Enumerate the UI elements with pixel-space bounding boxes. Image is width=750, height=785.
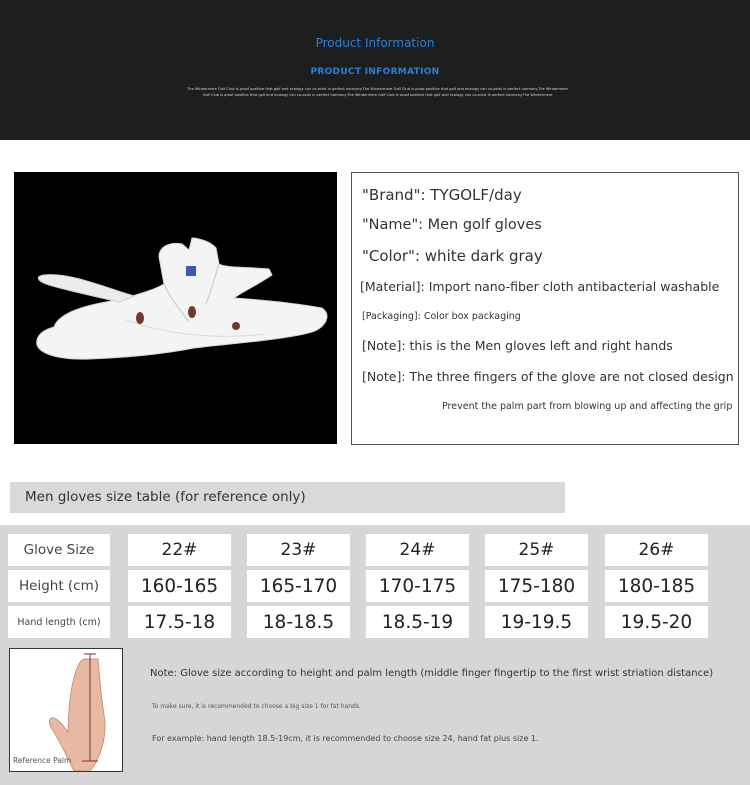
spec-material: [Material]: Import nano-fiber cloth antibacterial washable xyxy=(360,279,720,294)
spec-note-hands: [Note]: this is the Men gloves left and right hands xyxy=(362,338,673,353)
glove-photo xyxy=(14,172,337,444)
row-label-height: Height (cm) xyxy=(8,570,110,602)
spec-packaging: [Packaging]: Color box packaging xyxy=(362,311,521,322)
spec-color: "Color": white dark gray xyxy=(362,247,543,265)
spec-note-grip: Prevent the palm part from blowing up and affecting the grip xyxy=(442,401,733,412)
hand-length-cell: 18-18.5 xyxy=(247,606,350,638)
header-title: Product Information xyxy=(315,36,435,50)
hand-length-cell: 19-19.5 xyxy=(485,606,588,638)
size-tip: To make sure, it is recommended to choose a big size 1 for fat hands. xyxy=(152,703,361,710)
height-cell: 165-170 xyxy=(247,570,350,602)
height-cell: 180-185 xyxy=(605,570,708,602)
spec-brand: "Brand": TYGOLF/day xyxy=(362,186,522,204)
size-note: Note: Glove size according to height and palm length (middle finger fingertip to the first wrist striation distance) xyxy=(150,668,714,679)
size-cell: 26# xyxy=(605,534,708,566)
spec-panel xyxy=(351,172,739,445)
hand-measure-icon xyxy=(10,649,122,771)
golf-glove-image xyxy=(14,172,337,444)
row-label-glove-size: Glove Size xyxy=(8,534,110,566)
size-table-title: Men gloves size table (for reference only) xyxy=(25,489,306,505)
reference-palm-panel xyxy=(9,648,123,772)
hand-length-cell: 18.5-19 xyxy=(366,606,469,638)
row-label-hand-length: Hand length (cm) xyxy=(8,606,110,638)
size-cell: 22# xyxy=(128,534,231,566)
spec-name: "Name": Men golf gloves xyxy=(362,217,542,233)
hand-length-cell: 19.5-20 xyxy=(605,606,708,638)
product-info-header xyxy=(0,0,750,140)
size-cell: 23# xyxy=(247,534,350,566)
height-cell: 160-165 xyxy=(128,570,231,602)
brand-tag-icon xyxy=(186,266,196,276)
height-cell: 170-175 xyxy=(366,570,469,602)
reference-palm-label: Reference Palm xyxy=(13,756,72,765)
size-cell: 25# xyxy=(485,534,588,566)
hand-length-cell: 17.5-18 xyxy=(128,606,231,638)
size-table-title-bar xyxy=(10,482,565,513)
size-cell: 24# xyxy=(366,534,469,566)
size-example: For example: hand length 18.5-19cm, it is recommended to choose size 24, hand fat plus size 1. xyxy=(152,734,539,743)
spec-note-fingers: [Note]: The three fingers of the glove are not closed design xyxy=(362,369,734,384)
header-description: The Windermere Golf Club is proof positive that golf and ecology can co-exist in perfect harmony.The Windermere Golf Club is proof positive that golf and ecology can co-exist in perfect harmony.The Windermere Golf Club is proof positive that golf and ecology can co-exist in perfect harmony.The Windermere Golf Club is proof positive that golf and ecology can co-exist in perfect harmony.The Windermere xyxy=(187,87,568,97)
height-cell: 175-180 xyxy=(485,570,588,602)
header-subtitle: PRODUCT INFORMATION xyxy=(310,67,440,77)
